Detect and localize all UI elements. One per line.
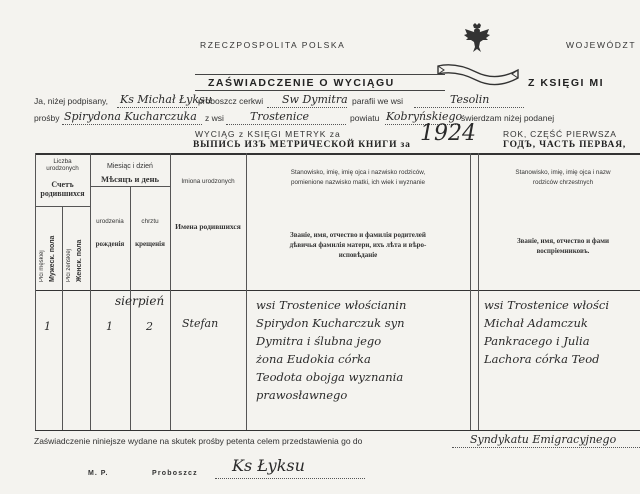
col-names-label-ru: Имена родившихся: [175, 222, 241, 231]
extract-part-ru: ГОДЪ, ЧАСТЬ ПЕРВАЯ,: [503, 140, 627, 150]
footer-issued-text: Zaświadczenie niniejsze wydane na skutek prośby petenta celem przedstawienia go do: [34, 436, 363, 446]
document-title-continued: Z KSIĘGI MI: [528, 77, 605, 89]
extract-heading-ru: ВЫПИСЬ ИЗЪ МЕТРИЧЕСКОЙ КНИГИ за: [193, 140, 411, 150]
col-baptism-label-pl: chrztu: [141, 218, 159, 225]
intro-text: powiatu: [350, 113, 380, 123]
extract-part-pl: ROK, CZĘŚĆ PIERWSZA: [503, 129, 617, 139]
entry-birth-day: 1: [106, 320, 113, 333]
extract-heading-pl: WYCIĄG z KSIĘGI METRYK za: [195, 129, 341, 139]
priest-signature: Ks Łyksu: [232, 456, 305, 475]
footer-issued-to: Syndykatu Emigracyjnego: [470, 433, 617, 446]
col-birth-label-pl: urodzenia: [96, 218, 124, 225]
entry-birth-month: sierpień: [115, 294, 165, 308]
ribbon-ornament-icon: [436, 60, 520, 90]
entry-baptism-day: 2: [146, 320, 153, 333]
header-voivodeship: WOJEWÓDZT: [566, 40, 637, 50]
col-baptism-label-ru: крещенія: [135, 240, 165, 248]
intro-text: świerdzam niżej podanej: [461, 113, 555, 123]
col-birth-label-ru: рожденія: [95, 240, 125, 248]
eagle-emblem-icon: [463, 22, 491, 54]
col-date-label-pl: Miesiąc i dzień: [107, 163, 153, 170]
col-parents-label-pl: Stanowisko, imię, imię ojca i nazwisko rodziców, pomienione nazwisko matki, ich wiek i wyznanie: [290, 169, 426, 186]
col-births-label-pl: Liczba urodzonych: [46, 158, 79, 172]
col-date-label-ru: Мѣсяцъ и день: [101, 174, 159, 184]
col-female-label-pl: Płci żeńskiej: [66, 248, 72, 282]
col-godparents-label-ru: Званіе, имя, отчество и фами воспріемниковъ.: [516, 237, 610, 255]
col-male-label-ru: Мужеск. пола: [49, 235, 56, 282]
entry-parents: wsi Trostenice włościanin Spirydon Kucharczuk syn Dymitra i ślubna jego żona Eudokia córka Teodota obojga wyznania prawosławnego: [256, 298, 407, 402]
intro-text: parafii we wsi: [352, 96, 404, 106]
document-title: ZAŚWIADCZENIE O WYCIĄGU: [208, 77, 395, 89]
intro-text: z wsi: [205, 113, 224, 123]
col-godparents-label-pl: Stanowisko, imię, imię ojca i nazw rodziców chrzestnych: [515, 169, 611, 186]
footer-proboszcz-label: Proboszcz: [152, 470, 198, 477]
col-names-label-pl: Imiona urodzonych: [181, 178, 235, 185]
entry-child-name: Stefan: [182, 317, 219, 330]
footer-seal-label: M. P.: [88, 470, 109, 477]
requester-village: Trostenice: [250, 110, 310, 123]
col-male-label-pl: Płci męskiej: [39, 250, 45, 282]
register-year: 1924: [420, 121, 476, 146]
intro-text: Ja, niżej podpisany,: [34, 96, 109, 106]
intro-text: proboszcz cerkwi: [198, 96, 264, 106]
header-country: RZECZPOSPOLITA POLSKA: [200, 40, 346, 50]
entry-male-count: 1: [44, 320, 51, 333]
county-name: Kobryńskiego: [386, 110, 463, 123]
col-parents-label-ru: Званіе, имя, отчество и фамилія родителей дѣвичья фамилія матери, ихъ лѣта и вѣро- исповѣданіе: [289, 231, 427, 259]
intro-text: prośby: [34, 113, 60, 123]
entry-godparents: wsi Trostenice włości Michał Adamczuk Pankracego i Julia Lachora córka Teod: [484, 298, 610, 366]
col-births-label-ru: Счетъ родившихся: [40, 180, 85, 198]
col-female-label-ru: Женск. пола: [76, 239, 83, 282]
church-name: Sw Dymitra: [282, 93, 348, 106]
priest-name: Ks Michał Łyksu: [120, 93, 212, 106]
parish-village: Tesolin: [450, 93, 490, 106]
requester-name: Spirydona Kucharczuka: [64, 110, 197, 123]
